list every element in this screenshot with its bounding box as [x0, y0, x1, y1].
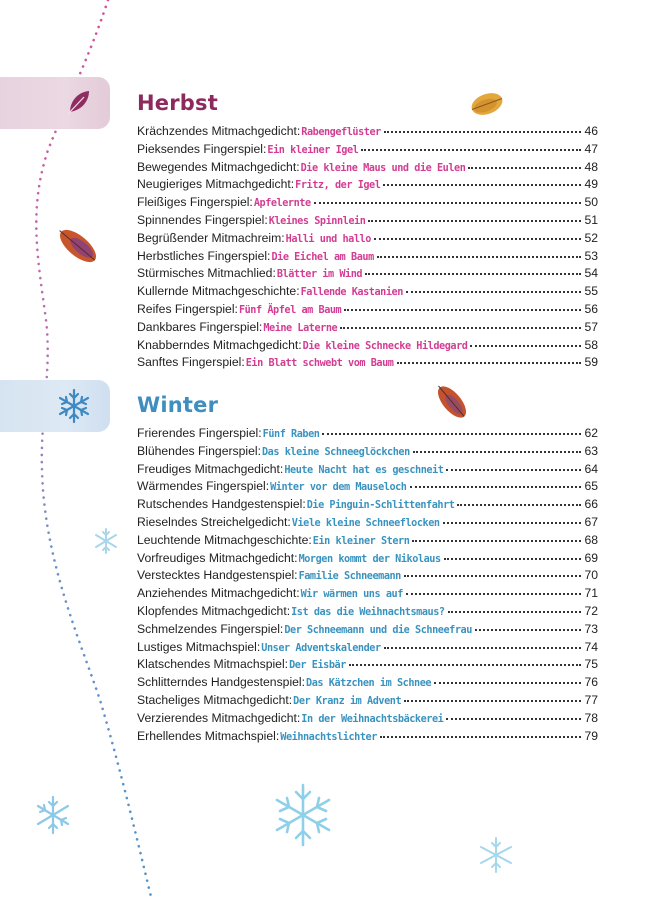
- toc-entry[interactable]: [137, 622, 598, 640]
- entry-label: Erhellendes Mitmachspiel:: [137, 728, 280, 743]
- entry-title: Viele kleine Schneeflocken: [291, 517, 440, 529]
- page-number: 74: [584, 639, 598, 654]
- leader-dots: [448, 610, 582, 613]
- leader-dots: [380, 735, 582, 738]
- leader-dots: [349, 663, 582, 666]
- toc-entry[interactable]: [137, 551, 598, 569]
- toc-entry[interactable]: [137, 249, 598, 267]
- entry-title: Morgen kommt der Nikolaus: [298, 553, 441, 565]
- toc-entry[interactable]: [137, 426, 598, 444]
- entry-label: Neugieriges Mitmachgedicht:: [137, 177, 295, 192]
- page-number: 46: [584, 124, 598, 138]
- toc-entry[interactable]: [137, 693, 598, 711]
- page-number: 51: [584, 212, 598, 227]
- toc-entry[interactable]: [137, 213, 598, 231]
- leader-dots: [404, 699, 581, 702]
- entry-label: Rieselndes Streichelgedicht:: [137, 514, 291, 529]
- leader-dots: [457, 503, 581, 506]
- entry-title: Rabengeflüster: [301, 127, 381, 138]
- entry-label: Anziehendes Mitmachgedicht:: [137, 586, 300, 601]
- toc-entry[interactable]: [137, 729, 598, 747]
- toc-entry[interactable]: [137, 160, 598, 178]
- toc-entry[interactable]: [137, 497, 598, 515]
- entry-title: Weihnachtslichter: [280, 731, 377, 743]
- leader-dots: [475, 628, 582, 631]
- page-number: 73: [584, 621, 598, 636]
- page-number: 53: [584, 248, 598, 263]
- toc-entry[interactable]: [137, 355, 598, 373]
- page-number: 58: [584, 337, 598, 352]
- entry-title: Ein kleiner Stern: [312, 535, 410, 547]
- page-number: 49: [584, 177, 598, 192]
- entry-label: Blühendes Fingerspiel:: [137, 443, 261, 458]
- entry-title: Ein kleiner Igel: [267, 144, 359, 156]
- entry-label: Knabberndes Mitmachgedicht:: [137, 337, 302, 352]
- leader-dots: [384, 130, 582, 133]
- entry-title: Fünf Raben: [262, 429, 320, 440]
- page-number: 63: [584, 443, 598, 458]
- leader-dots: [365, 272, 581, 275]
- entry-title: Kleines Spinnlein: [268, 215, 366, 227]
- entry-label: Leuchtende Mitmachgeschichte:: [137, 532, 312, 547]
- page-number: 62: [584, 426, 598, 440]
- entry-label: Begrüßender Mitmachreim:: [137, 230, 285, 245]
- entry-title: Heute Nacht hat es geschneit: [284, 464, 444, 476]
- page-number: 69: [584, 550, 598, 565]
- toc-entry[interactable]: [137, 284, 598, 302]
- page-number: 79: [584, 728, 598, 743]
- entry-label: Spinnendes Fingerspiel:: [137, 212, 268, 227]
- snowflake-icon: [38, 797, 68, 833]
- toc-entry[interactable]: [137, 479, 598, 497]
- page-number: 56: [584, 301, 598, 316]
- leader-dots: [374, 237, 582, 240]
- entry-label: Pieksendes Fingerspiel:: [137, 141, 267, 156]
- entry-title: Die kleine Schnecke Hildegard: [302, 340, 468, 352]
- toc-entry[interactable]: [137, 640, 598, 658]
- leader-dots: [314, 201, 582, 204]
- page-number: 71: [584, 586, 598, 601]
- leader-dots: [410, 485, 582, 488]
- page-number: 65: [584, 479, 598, 494]
- entry-label: Bewegendes Mitmachgedicht:: [137, 159, 300, 174]
- leader-dots: [446, 468, 581, 471]
- leader-dots: [470, 344, 581, 347]
- entry-title: Ein Blatt schwebt vom Baum: [245, 358, 394, 370]
- entry-title: Das kleine Schneeglöckchen: [261, 446, 410, 458]
- leader-dots: [443, 521, 582, 524]
- leader-dots: [434, 681, 581, 684]
- toc-entry[interactable]: [137, 195, 598, 213]
- entry-title: Familie Schneemann: [298, 571, 401, 583]
- page-number: 52: [584, 230, 598, 245]
- page-number: 64: [584, 461, 598, 476]
- page-number: 70: [584, 568, 598, 583]
- page-number: 67: [584, 514, 598, 529]
- entry-title: Fritz, der Igel: [295, 180, 381, 192]
- leader-dots: [368, 219, 581, 222]
- leaf-icon: [432, 380, 472, 422]
- leader-dots: [413, 450, 582, 453]
- leader-dots: [468, 166, 581, 169]
- page-number: 78: [584, 710, 598, 725]
- leader-dots: [397, 361, 582, 364]
- entry-label: Vorfreudiges Mitmachgedicht:: [137, 550, 298, 565]
- page-number: 66: [584, 497, 598, 512]
- leaf-icon: [469, 89, 506, 119]
- leader-dots: [361, 148, 581, 151]
- entry-title: Apfelernte: [253, 198, 311, 210]
- toc-entry[interactable]: [137, 586, 598, 604]
- entry-title: Der Kranz im Advent: [293, 695, 402, 707]
- entry-label: Freudiges Mitmachgedicht:: [137, 461, 284, 476]
- entry-title: Die Pinguin-Schlittenfahrt: [306, 500, 455, 512]
- entry-title: Die kleine Maus und die Eulen: [300, 162, 466, 174]
- entry-label: Klatschendes Mitmachspiel:: [137, 657, 289, 672]
- toc-entry[interactable]: [137, 320, 598, 338]
- toc-entry[interactable]: [137, 657, 598, 675]
- toc-entry[interactable]: [137, 231, 598, 249]
- toc-entry[interactable]: [137, 302, 598, 320]
- entry-label: Stacheliges Mitmachgedicht:: [137, 692, 293, 707]
- page-number: 76: [584, 675, 598, 690]
- leader-dots: [377, 255, 582, 258]
- entry-label: Verzierendes Mitmachgedicht:: [137, 710, 301, 725]
- entry-label: Klopfendes Mitmachgedicht:: [137, 603, 291, 618]
- entry-title: Wir wärmen uns auf: [300, 589, 403, 601]
- page-number: 54: [584, 266, 598, 281]
- leader-dots: [406, 592, 582, 595]
- section-heading-autumn: Herbst: [137, 91, 218, 115]
- snowflake-icon: [481, 838, 511, 872]
- entry-label: Schlitterndes Handgestenspiel:: [137, 675, 306, 690]
- entry-label: Herbstliches Fingerspiel:: [137, 248, 271, 263]
- entry-label: Fleißiges Fingerspiel:: [137, 195, 253, 210]
- page-number: 50: [584, 195, 598, 210]
- entry-title: Ist das die Weihnachtsmaus?: [291, 606, 445, 618]
- snowflake-icon: [96, 529, 116, 553]
- toc-entry[interactable]: [137, 568, 598, 586]
- entry-title: Das Kätzchen im Schnee: [306, 678, 432, 690]
- entry-title: Fallende Kastanien: [300, 287, 403, 299]
- entry-title: Der Eisbär: [289, 660, 346, 672]
- page-number: 77: [584, 692, 598, 707]
- entry-title: Die Eichel am Baum: [271, 251, 374, 263]
- leader-dots: [444, 557, 582, 560]
- entry-label: Verstecktes Handgestenspiel:: [137, 568, 298, 583]
- toc-entry[interactable]: [137, 266, 598, 284]
- leaf-icon: [53, 223, 101, 268]
- entry-title: Winter vor dem Mauseloch: [270, 482, 407, 494]
- leader-dots: [383, 183, 581, 186]
- entry-title: Der Schneemann und die Schneefrau: [284, 624, 472, 636]
- toc-list-autumn: [137, 124, 598, 373]
- toc-entry[interactable]: [137, 444, 598, 462]
- section-heading-winter: Winter: [137, 393, 219, 417]
- toc-list-winter: [137, 426, 598, 746]
- entry-label: Reifes Fingerspiel:: [137, 301, 238, 316]
- leader-dots: [344, 308, 581, 311]
- entry-label: Kullernde Mitmachgeschichte:: [137, 284, 300, 299]
- page-number: 57: [584, 319, 598, 334]
- toc-entry[interactable]: [137, 142, 598, 160]
- entry-label: Stürmisches Mitmachlied:: [137, 266, 276, 281]
- page-number: 48: [584, 159, 598, 174]
- leader-dots: [412, 539, 581, 542]
- page-number: 75: [584, 657, 598, 672]
- entry-title: Blätter im Wind: [276, 269, 363, 281]
- page-number: 47: [584, 141, 598, 156]
- entry-title: In der Weihnachtsbäckerei: [301, 713, 444, 725]
- page-number: 55: [584, 284, 598, 299]
- toc-entry[interactable]: [137, 124, 598, 142]
- toc-entry[interactable]: [137, 675, 598, 693]
- toc-entry[interactable]: [137, 533, 598, 551]
- page-number: 72: [584, 603, 598, 618]
- entry-label: Frierendes Fingerspiel:: [137, 426, 262, 440]
- entry-label: Krächzendes Mitmachgedicht:: [137, 124, 301, 138]
- leader-dots: [446, 717, 581, 720]
- entry-label: Sanftes Fingerspiel:: [137, 355, 245, 370]
- page-number: 68: [584, 532, 598, 547]
- entry-title: Halli und hallo: [285, 233, 371, 245]
- entry-label: Wärmendes Fingerspiel:: [137, 479, 270, 494]
- toc-entry[interactable]: [137, 515, 598, 533]
- leader-dots: [406, 290, 582, 293]
- toc-entry[interactable]: [137, 338, 598, 356]
- entry-title: Unser Adventskalender: [261, 642, 381, 654]
- leader-dots: [404, 574, 582, 577]
- leader-dots: [384, 646, 582, 649]
- leader-dots: [322, 432, 581, 435]
- snowflake-icon: [277, 785, 329, 845]
- entry-label: Schmelzendes Fingerspiel:: [137, 621, 284, 636]
- toc-entry[interactable]: [137, 711, 598, 729]
- entry-label: Dankbares Fingerspiel:: [137, 319, 263, 334]
- page-number: 59: [584, 355, 598, 370]
- entry-title: Meine Laterne: [263, 322, 338, 334]
- entry-label: Lustiges Mitmachspiel:: [137, 639, 261, 654]
- leader-dots: [340, 326, 581, 329]
- entry-label: Rutschendes Handgestenspiel:: [137, 497, 306, 512]
- toc-entry[interactable]: [137, 177, 598, 195]
- toc-entry[interactable]: [137, 462, 598, 480]
- toc-entry[interactable]: [137, 604, 598, 622]
- entry-title: Fünf Äpfel am Baum: [238, 304, 342, 316]
